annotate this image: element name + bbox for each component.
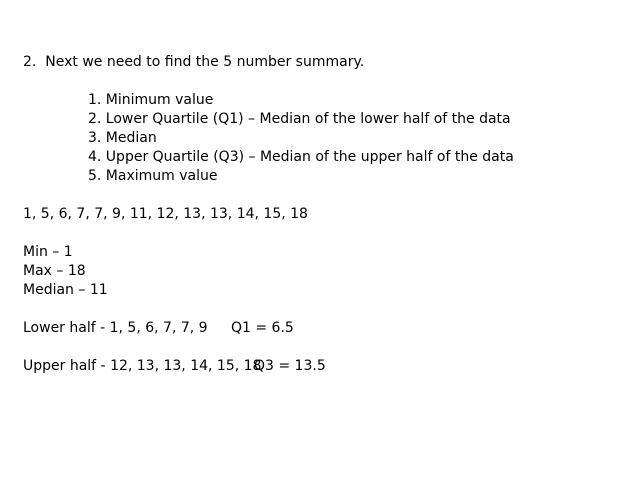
- step-lower-quartile: 2. Lower Quartile (Q1) – Median of the lower half of the data: [88, 111, 511, 127]
- step-upper-quartile: 4. Upper Quartile (Q3) – Median of the upper half of the data: [88, 149, 514, 165]
- median-value: Median – 11: [23, 282, 108, 298]
- upper-half-text: Upper half - 12, 13, 13, 14, 15, 18: [23, 358, 262, 374]
- step-maximum: 5. Maximum value: [88, 168, 218, 184]
- step-minimum: 1. Minimum value: [88, 92, 214, 108]
- lower-half-text: Lower half - 1, 5, 6, 7, 7, 9: [23, 320, 208, 336]
- min-value: Min – 1: [23, 244, 73, 260]
- q1-value: Q1 = 6.5: [231, 320, 294, 336]
- q3-value: Q3 = 13.5: [254, 358, 326, 374]
- intro-text: 2. Next we need to find the 5 number summary.: [23, 54, 365, 70]
- data-list: 1, 5, 6, 7, 7, 9, 11, 12, 13, 13, 14, 15, 18: [23, 206, 308, 222]
- step-median: 3. Median: [88, 130, 157, 146]
- max-value: Max – 18: [23, 263, 86, 279]
